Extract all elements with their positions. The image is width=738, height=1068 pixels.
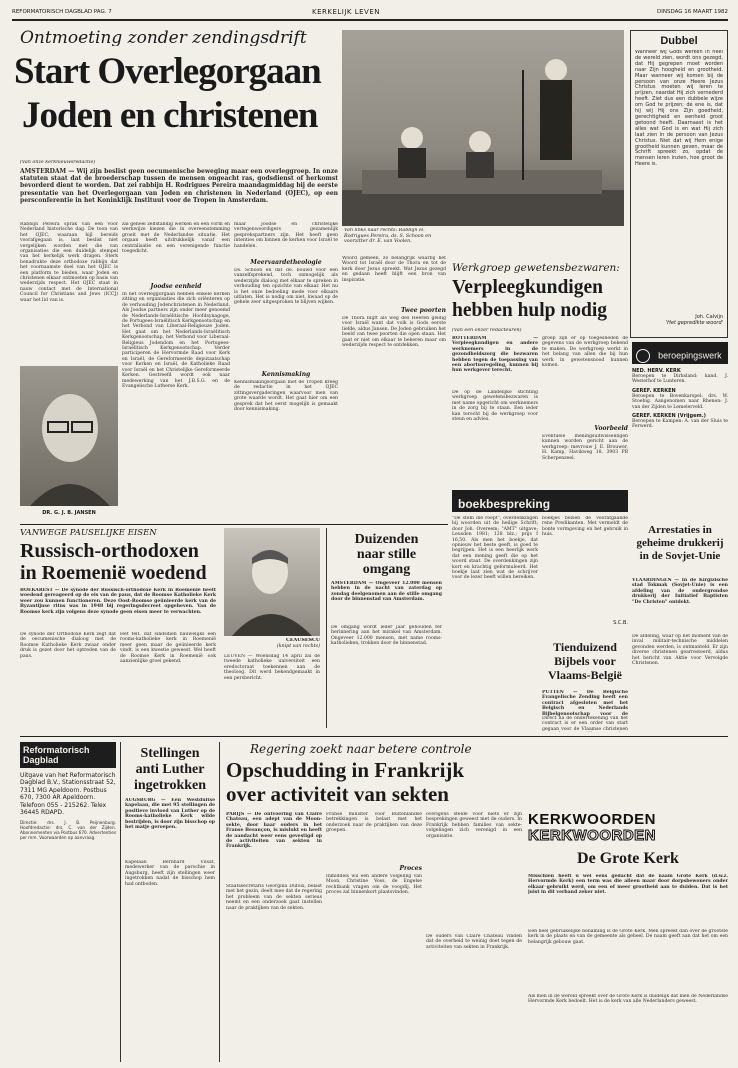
rusland-headline-line2: in Roemenië woedend [20,562,207,584]
dubbel-source: 'Het gepredikte woord' [665,320,723,326]
beroeping-icon [636,349,650,363]
lead-col4 [342,256,446,522]
boek-signature: S.C.B. [613,620,628,626]
header-date: DINSDAG 16 MAART 1982 [657,9,728,15]
dubbel-title: Dubbel [660,35,698,47]
ceausescu-caption [224,638,320,652]
lead-col2 [122,222,230,522]
boek-col2-text: boekjes bezien de voorafgaande rene Predikanten. Met vermeldt de bonte vormgeving en het gebruik in huis. [542,516,628,538]
ceausescu-sub: (knipt van rechts) [276,643,320,649]
lead-col3-text-c: Kennismakingsorgaan met de Tropen kreeg de redactie in het OJEC zittingsvergaderingen waarvoor men van grote waarde wordt. Het gaat hier om een gesprek dat het eerst mogelijk is gemaakt door kennismaking. [234,380,338,413]
arrestaties-headline-line2: geheime drukkerij [636,537,724,549]
header-rule [12,19,728,21]
regering-col2-text-b: Inmiddels wil een andere volgeling van Moon, Christine Voss, de Engelse rechtbank vragen om de voogdij. Het proces zal binnenkort plaatsvinden. [326,874,422,896]
header-section: KERKELIJK LEVEN [312,8,381,16]
lead-col3-subhead: Meervaardetheologie [250,259,322,266]
section-rule [20,736,728,737]
tiendui-headline [542,640,628,688]
stellingen-text: Kapelaan Bernhard Vilsat, medewerker van de parochie in Augsburg, heeft zijn stellingen weer ingetrokken nadat de bisschop hem had ontboden. [125,860,215,887]
regering-headline-line1: Opschudding in Frankrijk [226,758,465,782]
regering-col3-text: overigens stelde voor niets er zijn besprekingen geweest met de ouders. In Frankrijk hebben families van sekte-volgelingen zich verenigd in een organisatie. [426,812,522,839]
beroeping-kerk: NED. HERV. KERK [632,368,681,374]
photo-caption: Van links naar rechts: Rabbijn H. Rodrigues Pereira, ds. S. Schoon en voorzitter dr. E. van Voolen. [344,228,432,245]
lead-col2-text-b: In het overleggorgaan hebben enkele kerken zitting en organisaties die zich oriënteren op de verhouding Jodenchristenen in Nederland. Als Joodse partners zijn onder meer genoemd de Nederlands-Israëlitische Hoofdsynagoge, de Portugees-Israëlitisch Kerkgenootschap en het Verbond van Liberaal-Religieuze Joden. Het gaat om het Nederlands-Israëlitisch Kerkgenootschap, het Verbond voor Liberaal-Religieus Jodendom en het Portugees-Israëlitisch Kerkgenootschap. Verder participeren de Hervormde Raad voor Kerk en Israël, de Gereformeerde deputaatschap voor Kerken en Israël, de Katholieke Raad voor Israël en het Christelijke Gereformeerde Kerken. Gestreefd wordt ook naar medewerking van het J.B.S.G. en de Evangelische Lutherse Kerk. [122,292,230,389]
arrestaties-headline-line1: Arrestaties in [648,524,712,536]
stellingen-box [120,742,220,1062]
lead-col3-subhead2: Kennismaking [261,371,311,378]
arrestaties-body [632,578,728,738]
boek-text: "De stem die roept", overdenkingen bij woorden uit de heilige Schrift; door Joh. Overeem; "AMT" uitgave; Leusden 1981; 128 blz.; prijs f 16,50. Als men het boekje, dat opnieuw het beste geeft, is goed te begrijpen. Het is een heerlijk werk dat een mening geeft die op het woord staat. De overdenkingen zijn kort en krachtig geformuleerd. Het boekje laat zien wat de schrijver voor de lezer heeft willen bereiken. [452,516,538,581]
lead-headline [14,50,344,158]
rusland-text: De synode der Orthodoxe Kerk zegt dat de oecumenische dialoog met de Roomse Katholieke Kerk zwaar onder druk is gezet door het optreden van de paus. [20,632,116,659]
portrait-icon [20,366,118,506]
regering-col3 [426,812,522,1062]
werkgroep-col2-text-b: Eventuele meningsuitwisselingen kunnen worden gericht aan de werkgroep: mevrouw J. E. Brouwer, H. Kamp, Havikweg 18, 3903 PB Scherpenzeel. [542,434,628,461]
regering-col2 [326,812,422,1062]
werkgroep-intro: ROTTERDAM — Verpleegkundigen en andere werknemers in de gezondheidszorg die bezwaren hebben tegen de toepassing van een abortusregeling, kunnen bij hun werkgever terecht. [452,336,538,374]
duizenden-text: De omgang wordt ieder jaar gehouden ter herinnering aan het mirakel van Amsterdam. Ongeveer 12.000 mensen, met name rooms-katholieken, trokken door de binnenstad. [331,625,442,647]
lead-col1-text: Rabbijn Pereira sprak van een voor Nederland historische dag. De toon van het OJEC, waaraan bijl bereids voorafgegaan is, laat beslist niet vergelijken worden met die van organisaties die een duidelijk stempel van het kerkelijk werk dragen. Sterk benadrukte deze orthodoxe rabbijn dat het voornaamste doel van het OJEC is een platform te bieden, waar Joden en christenen elkaar ontmoeten op basis van wederzijds respect. Het OJEC staat in nauw contact met de International Council for Christians and Jews (ICCJ) waar het lid van is. [20,222,118,303]
stellingen-headline-line2: anti Luther [135,762,205,777]
beroeping-item [632,368,728,385]
beroeping-banner [632,342,728,364]
rusland-headline-line1: Russisch-orthodoxen [20,540,199,562]
regering-text: Staatssecretaris Georgina Dufoix, belast met het gezin, deelt mee dat de regering het probleem van de sekten serieus neemt en een onderzoek gaat instellen naar de praktijken van de sekten. [226,884,322,911]
beroeping-text: Beroepen te Dirksland: kand. J. Westerhof te Lunteren. [632,374,728,385]
photo-panel [342,30,624,226]
beroeping-text: Beroepen te Kampen: A. van der Sluis te Ferwerd. [632,419,728,430]
colofon-title [20,742,116,768]
beroeping-kerk: GEREF. KERKEN [632,387,676,394]
kerkwoorden-body [528,874,728,1062]
ceausescu-text: LEUVEN — Woensdag 14 april zal de tweede katholieke universiteit een eredoctoraat toekennen aan de theoloog. Dit werd bekendgemaakt in een persbericht. [224,654,320,681]
kerkwoorden-title2: KERKWOORDEN [528,827,656,844]
werkgroep-col1 [452,336,538,486]
kerkwoorden-banner [528,812,728,846]
photo-jansen [20,366,118,506]
kerkwoorden-title1: KERKWOORDEN [528,812,656,828]
werkgroep-headline [452,276,628,326]
lead-col4-text-b: De Thora blijft als weg des Heeren geldig voor Israël want dat volk is Gods eerste liefde, aldus Jansen. De Joden gebruiken het beeld van twee poorten die open staan. Het gaat er niet om elkaar te bekeren maar om wederzijds respect te ontdekken. [342,316,446,349]
lead-col4-text: Woord gemeen, zo belangrijk waarbij het Woord tot Israël door de Thora en tot de kerk door Jezus spreekt. Wat Jezus gezegd en gedaan heeft blijft een bron van inspiratie. [342,256,446,283]
arrestaties-text: De afdeling, waar op het moment van de inval militair-technische middelen gevonden werden, is ontmanteld. Er zijn diverse christenen gearresteerd, aldus het bericht van Aktie voor Vervolgde Christenen. [632,634,728,667]
boek-title: boekbespreking [458,497,551,511]
lead-kicker: Ontmoeting zonder zendingsdrift [20,28,307,46]
werkgroep-col2-text: groep zijn er op toegesneden de gegevens van de werkgroep bekend te maken. De werkgroep werkt in het belang van allen die bij hun werk in gewetensnood kunnen komen. [542,336,628,369]
regering-intro: PARIJS — De ontvoering van Claire Chateau, een adept van de Moon-sekte, door haar ouders in het Franse Besançon, is mislukt en heeft de aandacht weer eens gevestigd op de activiteiten van sekten in Frankrijk. [226,812,322,850]
tiendui-text: Direct na de ondertekening van het contract is er een order van start gegaan voor de Vlaamse christenen [542,716,628,732]
dubbel-text: Wanneer wij Gods werken in heel de wereld zien, wordt ons gezegd, dat Hij gegrepen moet worden naar Zijn hoogheid en grootheid. Maar wanneer wij komen bij de persoon van onze Heere Jezus Christus moeten wij leren te prijzen, naardat Hij zich vernederd heeft. Ziet dus een dubbele wijze om God te prijzen; de ene is, dat hij wij Hij ons Zijn goedheid, gerechtigheid en eenheid groot getoond heeft. Daarnaast is het alles wat God is en wat Hij zich laat zien in de persoon van Jezus Christus. Niet dat wij Hem enige grootheid kunnen geven, maar de Schrift spreekt zo, opdat de mensen leren inzien, hoe groot de Heere is. [635,50,723,168]
regering-col1 [226,812,322,1062]
lead-headline-line1: Start Overlegorgaan [14,51,321,92]
lead-col3 [234,222,338,522]
beroeping-text: Beroepen te Bovenkarspel: drs. W. Stoebig. Aangenomen naar Rhenen: J. van der Zijden te Lemelerveld. [632,393,728,410]
regering-headline-line2: over activiteit van sekten [226,782,449,806]
regering-kicker: Regering zoekt naar betere controle [250,742,472,756]
stellingen-headline-line3: ingetrokken [133,778,207,793]
lead-headline-line2: Joden en christenen [22,95,318,136]
lead-col3-text: maar Joodse en christelijke vertegenwoordigers gezamenlijk gesprekspartners zijn. Het heeft geen intenties om binnen de kerken voor Israël te handelen. [234,222,338,249]
beroeping-kerk: GEREF. KERKEN (Vrijgem.) [632,413,706,420]
tiendui-body [542,690,628,734]
tiendui-intro: PUTTEN — De Belgische Evangelische Zending heeft een contract afgesloten met het Belgisch en Nederlands Bijbelgenootschap voor de [542,690,628,716]
ceausescu-name: CEAUSESCU [286,638,320,643]
beroeping-list [632,368,728,518]
beroeping-item [632,413,728,430]
photo-ceausescu [224,528,320,636]
beroeping-title: beroepingswerk [658,350,722,361]
regering-col2-text: Franse minister voor Buitenlandse betrekkingen is belast met het onderzoek naar de praktijken van deze groepen. [326,812,422,834]
duizenden-headline [331,532,442,577]
lead-col3-text-b: Ds. Schoon en dat de. bouwd voor een vanzelfsprekend, toch onmogelijk als wederzijds dialoog met elkaar te spreken in verhouding ten opzichte van elkaar. Het nu is het onze bedoeling mede voor elkaars uitlaten. Het is nodig om niet, kwaad op de gehele zeer uitgesproken te blijven wijken. [234,268,338,306]
boek-col2 [542,516,628,636]
duizenden-box [326,528,446,728]
lead-col1-byline: DR. G. J. B. JANSEN [42,510,96,516]
lead-col2-subhead: Joodse eenheid [150,283,202,290]
panel-photo-icon [342,30,624,226]
duizenden-headline-line3: omgang [362,562,411,577]
boek-col1 [452,516,538,712]
werkgroep-text: De op de Landelijke stichting werkgroep gewetensbezwaren is met name opgericht om werknemers in de zorg bij te staan. Een ieder kan terecht bij de werkgroep voor steun en advies. [452,390,538,423]
regering-headline [226,758,630,808]
portrait-icon [224,528,320,636]
werkgroep-subhead: Voorbeeld [594,425,628,432]
dubbel-signature: Joh. Calvijn [695,314,723,320]
colofon-text: Uitgave van het Reformatorisch Dagblad B.V., Stationsstraat 52, 7311 MG Apeldoorn. Postbus 670, 7300 AR Apeldoorn. Telefoon 055 - 215262. Telex 36445 RDAPD. [20,772,116,817]
tiendui-headline-line1: Tienduizend [553,640,617,654]
tiendui-headline-line2: Bijbels voor [554,654,616,668]
kerkwoorden-text-b: Als men in de wereld spreekt over de Grote Kerk is duidelijk dat men de Nederlandse Hervormde Kerk bedoelt. Het is de kerk van alle Nederlanders geweest. [528,994,728,1005]
duizenden-headline-line2: naar stille [356,547,417,562]
rusland-kicker: VANWEGE PAUSELIJKE EISEN [20,528,157,538]
arrestaties-headline [632,524,728,574]
stellingen-headline [125,746,215,794]
colofon [20,742,116,1062]
kerkwoorden-intro: Misschien heeft u wel eens gedacht dat de naam Grote Kerk (d.w.z. Hervormde Kerk) een term was die alleen maar door dorpsbewoners onder elkaar gebruikt werd, om een of meer grootheid aan te duiden. Dat is het juist in dit verband zeker niet. [528,874,728,896]
werkgroep-col2 [542,336,628,486]
beroeping-item [632,388,728,410]
rusland-headline [20,540,220,584]
lead-intro: AMSTERDAM — Wij zijn beslist geen oecumenische beweging maar een overleggroep. In onze statuten staat dat de broederschap tussen de mensen ongeacht ras, godsdienst of herkomst bevorderd dient te worden. Dat zei rabbijn H. Rodrigues Pereira maandagmiddag bij de eerste presentatie van het Overlegorgaan van Joden en christenen in Nederland (OJEC), op een persconferentie in het Koninklijk Instituut voor de Tropen in Amsterdam. [20,168,338,204]
section-rule [20,524,448,525]
tiendui-headline-line3: Vlaams-België [548,668,622,682]
duizenden-intro: AMSTERDAM — Ongeveer 12.000 mensen hebben in de nacht van zaterdag op zondag deelgenomen aan de stille omgang door de binnenstad van Amsterdam. [331,581,442,603]
stellingen-intro: AUGSBURG — Een Westduitse kapelaan, die met 95 stellingen de positieve invloed van Luther op de Rooms-katholieke Kerk wilde bestrijden, is door zijn bisschop op het matje geroepen. [125,798,215,831]
duizenden-headline-line1: Duizenden [354,532,419,547]
werkgroep-byline: (Van een onzer redacteuren) [452,328,522,333]
stellingen-headline-line1: Stellingen [140,746,200,761]
colofon-small: Directie: drs. J. B. Peijnenburg. Hoofdredactie: drs. C. van der Zijden. Abonnementen via Postbus 670. Advertenties per mm. Voorwaarden op aanvraag. [20,820,116,841]
lead-col4-subhead: Twee poorten [400,307,446,314]
regering-col2-subhead: Proces [399,865,422,872]
colofon-title-line2: Dagblad [23,755,59,765]
dubbel-box [630,30,728,338]
arrestaties-headline-line3: in de Sovjet-Unie [639,550,721,562]
regering-col3-text-b: De ouders van Claire Chateau vinden dat de overheid te weinig doet tegen de activiteiten van sekten in Frankrijk. [426,934,522,950]
kerkwoorden-text: Een heel gebruikelijke benaming is de Grote Kerk. Men spreekt dan over de grootste kerk in de plaats en van de gemeente als geheel. De naam geeft aan dat het om een belangrijk gebouw gaat. [528,929,728,945]
rusland-intro: BOEKAREST — De synode der Russisch-orthodoxe Kerk in Roemenië heeft woedend gereageerd op de eis van de paus, dat de Roomse Katholieke Kerk weer zou kunnen functioneren. Deze Oost-Roomse geünieerde kerk van de Byzantijnse ritus was in 1948 bij regeringsdecreet opgeheven. Van de Roomse kerk zijn volgens deze synode geen eisen meer te verwachten. [20,588,216,615]
kerkwoorden-headline: De Grote Kerk [577,850,679,867]
colofon-title-line1: Reformatorisch [23,745,90,755]
werkgroep-headline-line1: Verpleegkundigen [452,277,603,298]
page-header [12,8,728,18]
lead-byline-note: (Van onze kerknieuwsredactie) [20,160,96,165]
boek-banner [452,490,628,512]
header-left: REFORMATORISCH DAGBLAD PAG. 7 [12,9,112,15]
lead-col2-text: zal geheel zelfstandig werken en een vorm en werkwijze kiezen die in overeenstemming groeit met de Nederlandse situatie. Het orgaan heeft uitdrukkelijk vanaf een centralisatie en een verenigende functie toegedicht. [122,222,230,255]
werkgroep-headline-line2: hebben hulp nodig [452,300,608,321]
werkgroep-kicker: Werkgroep gewetensbezwaren: [452,262,620,274]
rusland-col2: Het feit, dat sindsdien nauwelijks een rooms-katholieke kerk in Roemenië meer geen maar de geünieerde kerk vindt, is een kwestie geweest. Wel heeft de Roomse Kerk in Roemenië ook aanzienlijke groei gekend. [120,632,216,665]
arrestaties-intro: VLAARDINGEN — In de Kirgizische stad Tokmak (Sovjet-Unie) is een afdeling van de ondergrondse drukkerij der Initiatief Baptisten "De Christen" ontdekt. [632,578,728,605]
